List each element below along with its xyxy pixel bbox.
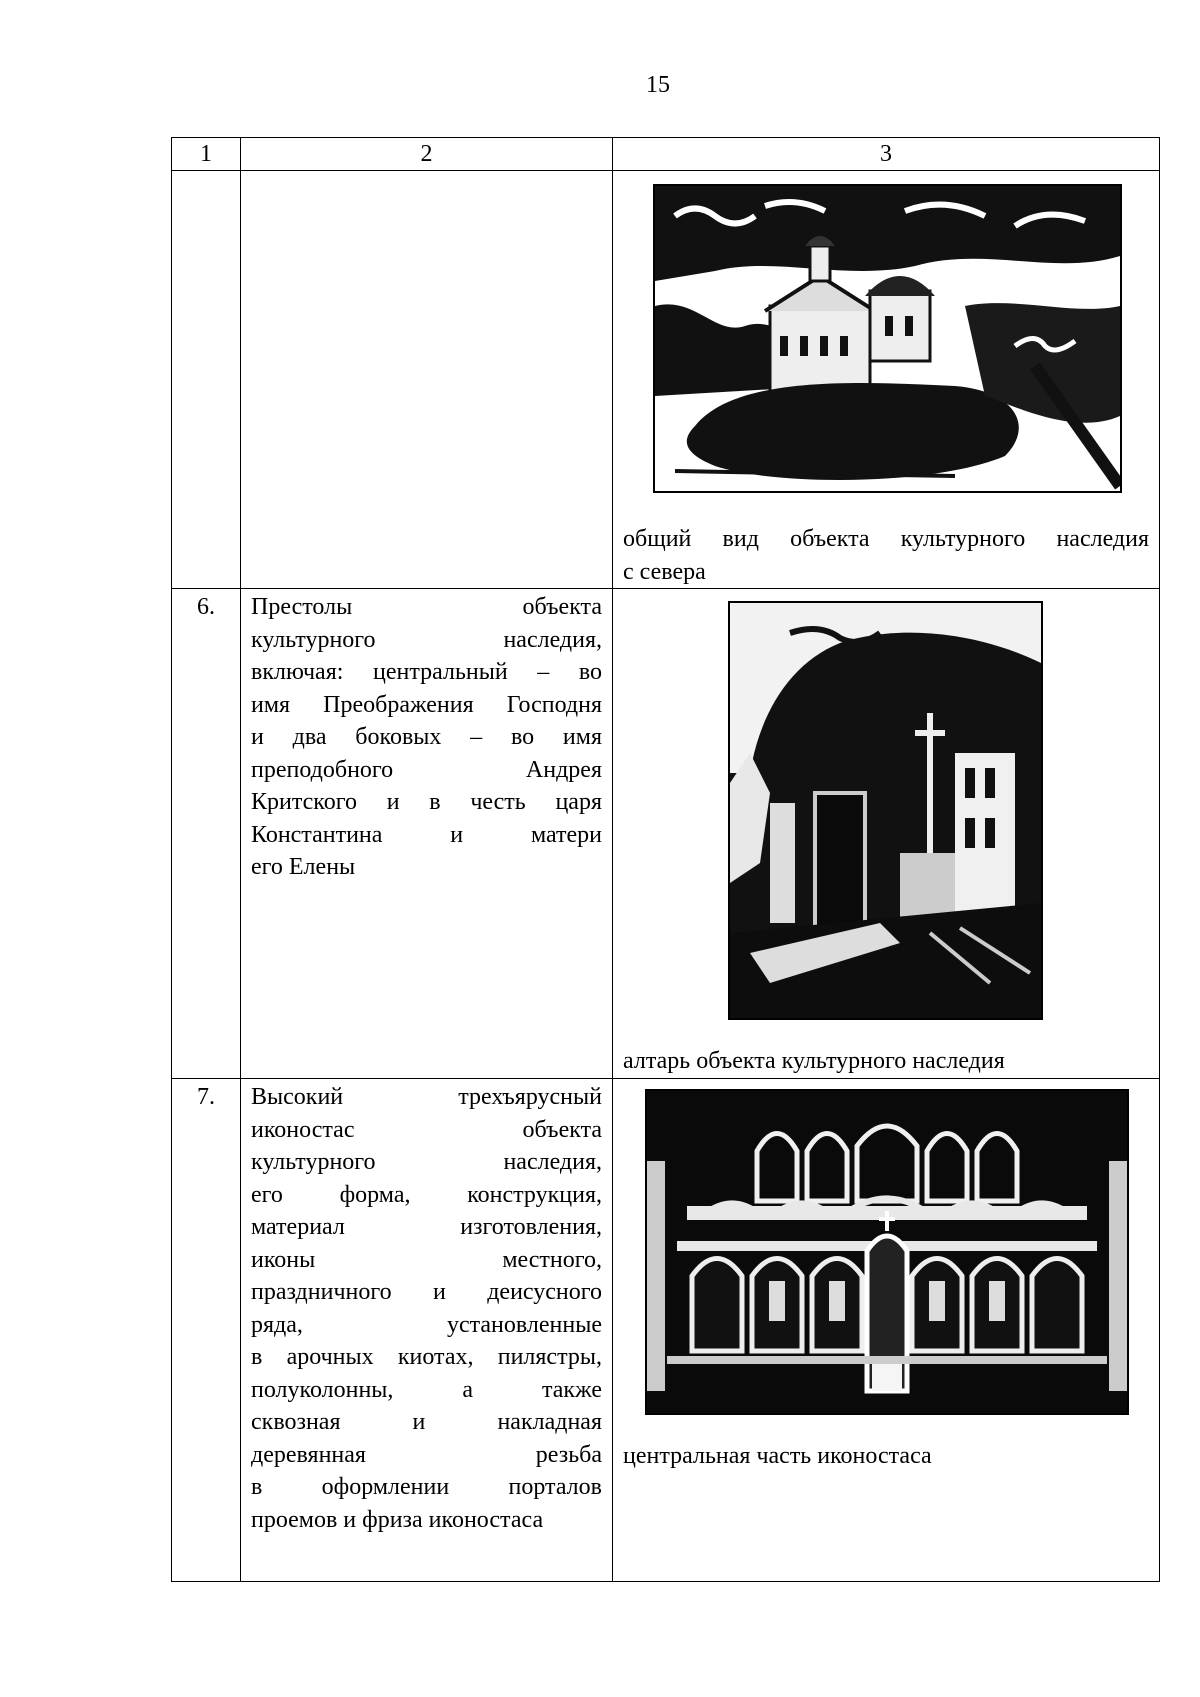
description-line: праздничного и деисусного xyxy=(251,1279,602,1305)
row-photo-cell xyxy=(613,171,1160,589)
row-photo-cell xyxy=(613,589,1160,1079)
row-description xyxy=(241,1079,613,1582)
description-line: его Елены xyxy=(251,854,356,880)
description-line: Высокий трехъярусный xyxy=(251,1084,602,1110)
header-cell-2: 2 xyxy=(241,138,613,171)
photo-caption xyxy=(613,1440,1159,1473)
table-row xyxy=(172,171,1160,589)
photo-altar xyxy=(728,601,1043,1020)
description-line: Престолы объекта xyxy=(251,594,602,620)
photo-general-view xyxy=(653,184,1122,493)
photo-caption xyxy=(613,523,1159,588)
description-line: и два боковых – во имя xyxy=(251,724,602,750)
description-line: материал изготовления, xyxy=(251,1214,602,1240)
photo-iconostasis xyxy=(645,1089,1129,1415)
caption-line: общий вид объекта культурного наследия xyxy=(623,526,1149,552)
page-number: 15 xyxy=(646,72,670,98)
description-line: сквозная и накладная xyxy=(251,1409,602,1435)
row-photo-cell xyxy=(613,1079,1160,1582)
row-number: 7. xyxy=(172,1079,241,1582)
description-line: имя Преображения Господня xyxy=(251,691,602,718)
row-description xyxy=(241,171,613,589)
description-line: Константина и матери xyxy=(251,821,602,848)
table-header-row xyxy=(172,138,1160,171)
description-line: Критского и в честь царя xyxy=(251,789,602,815)
description-line: деревянная резьба xyxy=(251,1441,602,1468)
description-line: культурного наследия, xyxy=(251,1149,602,1175)
description-line: иконостас объекта xyxy=(251,1116,602,1143)
description-line: полуколонны, а также xyxy=(251,1376,602,1403)
row-description xyxy=(241,589,613,1079)
row-number: 6. xyxy=(172,589,241,1079)
description-line: его форма, конструкция, xyxy=(251,1181,602,1208)
caption-line: центральная часть иконостаса xyxy=(623,1443,932,1469)
description-line: иконы местного, xyxy=(251,1246,602,1273)
header-cell-3: 3 xyxy=(613,138,1160,171)
header-cell-1: 1 xyxy=(172,138,241,171)
caption-line: с севера xyxy=(623,558,706,585)
heritage-table xyxy=(171,137,1160,1582)
photo-caption xyxy=(613,1045,1159,1078)
description-line: ряда, установленные xyxy=(251,1311,602,1338)
description-line: в арочных киотах, пилястры, xyxy=(251,1344,602,1370)
table-row xyxy=(172,1079,1160,1582)
description-line: проемов и фриза иконостаса xyxy=(251,1506,544,1533)
description-line: включая: центральный – во xyxy=(251,659,602,685)
description-line: культурного наследия, xyxy=(251,626,602,653)
description-line: в оформлении порталов xyxy=(251,1474,602,1500)
row-number xyxy=(172,171,241,589)
description-line: преподобного Андрея xyxy=(251,756,602,783)
caption-line: алтарь объекта культурного наследия xyxy=(623,1048,1005,1074)
table-row xyxy=(172,589,1160,1079)
